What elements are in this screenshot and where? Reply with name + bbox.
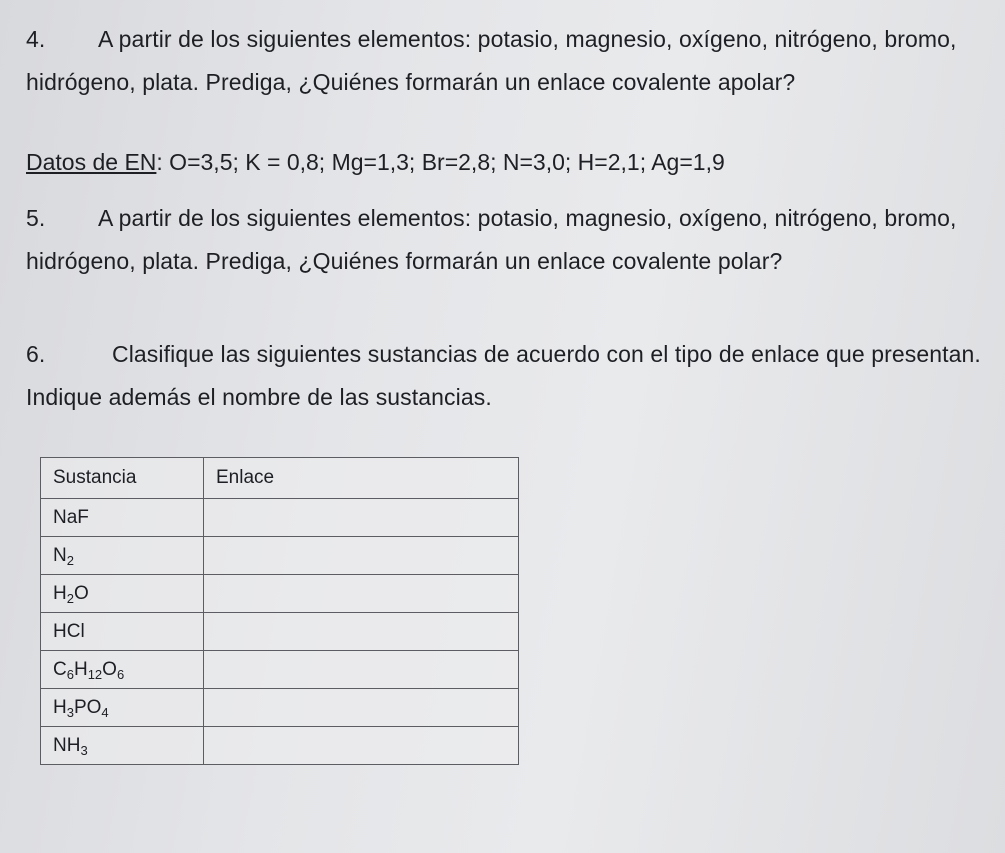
question-number: 6.	[26, 341, 46, 367]
en-label: Datos de EN	[26, 149, 157, 175]
table-row	[41, 651, 519, 689]
question-text: A partir de los siguientes elementos: potasio, magnesio, oxígeno, nitrógeno, bromo, hidrógeno, plata. Prediga, ¿Quiénes formarán un enlace covalente polar?	[26, 205, 957, 274]
bond-cell[interactable]	[204, 537, 519, 575]
question-4	[26, 18, 986, 104]
bond-cell[interactable]	[204, 499, 519, 537]
table-header-row	[41, 458, 519, 499]
bond-cell[interactable]	[204, 575, 519, 613]
question-number: 4.	[26, 26, 46, 52]
question-text: A partir de los siguientes elementos: potasio, magnesio, oxígeno, nitrógeno, bromo, hidrógeno, plata. Prediga, ¿Quiénes formarán un enlace covalente apolar?	[26, 26, 957, 95]
substance-table	[40, 457, 519, 765]
table-row	[41, 613, 519, 651]
substance-formula: $H_3PO_4$	[53, 696, 109, 720]
substance-cell	[41, 727, 204, 765]
question-text: Clasifique las siguientes sustancias de acuerdo con el tipo de enlace que presentan. Indique además el nombre de las sustancias.	[26, 341, 981, 410]
bond-cell[interactable]	[204, 613, 519, 651]
substance-cell	[41, 689, 204, 727]
table-row	[41, 575, 519, 613]
table-row	[41, 689, 519, 727]
header-bond: Enlace	[204, 458, 519, 499]
question-5	[26, 197, 986, 283]
bond-cell[interactable]	[204, 651, 519, 689]
bond-cell[interactable]	[204, 727, 519, 765]
en-values: : O=3,5; K = 0,8; Mg=1,3; Br=2,8; N=3,0; H=2,1; Ag=1,9	[156, 149, 725, 175]
substance-formula: $NH_3$	[53, 734, 88, 758]
substance-formula: $N_2$	[53, 544, 74, 568]
bond-cell[interactable]	[204, 689, 519, 727]
substance-cell	[41, 575, 204, 613]
substance-cell	[41, 499, 204, 537]
substance-formula: HCl	[53, 620, 85, 642]
electronegativity-data	[26, 141, 725, 184]
table-row	[41, 499, 519, 537]
question-6	[26, 333, 986, 419]
substance-formula: $C_6H_{12}O_6$	[53, 658, 125, 682]
table-row	[41, 537, 519, 575]
substance-formula: $H_2O$	[53, 582, 89, 606]
substance-cell	[41, 651, 204, 689]
substance-cell	[41, 537, 204, 575]
table-row	[41, 727, 519, 765]
question-number: 5.	[26, 205, 46, 231]
substance-formula: NaF	[53, 506, 89, 528]
substance-cell	[41, 613, 204, 651]
header-substance: Sustancia	[41, 458, 204, 499]
